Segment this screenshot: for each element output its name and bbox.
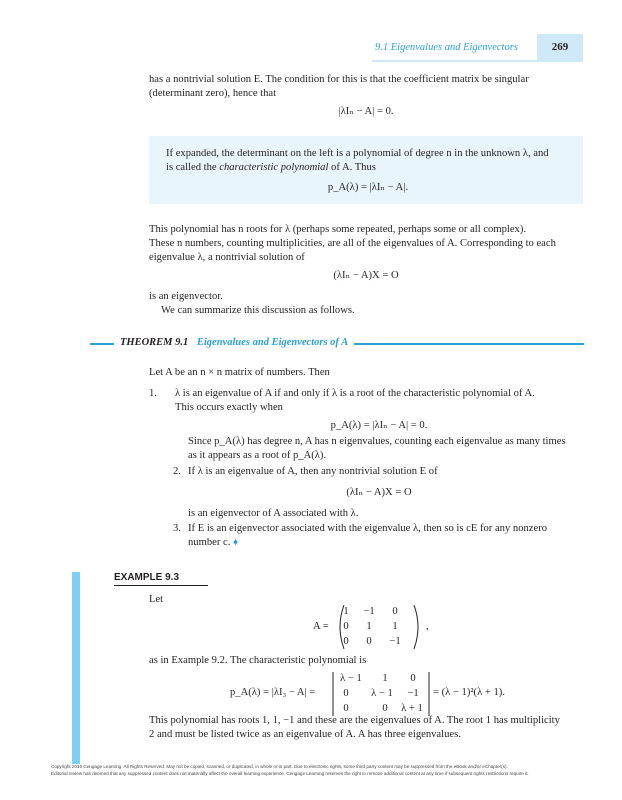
item-3-line-2-text: number c. (188, 537, 231, 548)
example-let: Let (149, 594, 164, 605)
theorem-title: Eigenvalues and Eigenvectors of A (196, 337, 349, 348)
item-3-line-1: If E is an eigenvector associated with the eigenvalue λ, then so is cE for any nonzero (188, 523, 548, 534)
det-cell: 1 (382, 673, 388, 684)
characteristic-polynomial-term: characteristic polynomial (219, 162, 329, 173)
example-side-bar (72, 572, 80, 764)
matrix-a-comma: , (426, 621, 429, 632)
theorem-item-2-number: 2. (173, 466, 181, 477)
item-2-line-1: If λ is an eigenvalue of A, then any nontrivial solution E of (188, 466, 438, 477)
theorem-heading (114, 336, 354, 350)
roots-line-1: This polynomial has n roots for λ (perhaps some repeated, perhaps some or all complex). (149, 224, 526, 235)
running-header-title: 9.1 Eigenvalues and Eigenvectors (375, 42, 518, 53)
item-1-line-3: Since p_A(λ) has degree n, A has n eigenvalues, counting each eigenvalue as many times (188, 436, 566, 447)
intro-line-2: (determinant zero), hence that (149, 88, 277, 99)
theorem-label: THEOREM 9.1 (120, 337, 189, 348)
intro-line-1: has a nontrivial solution E. The condition for this is that the coefficient matrix be singular (149, 74, 529, 85)
definition-line-2 (166, 161, 570, 175)
definition-line-1: If expanded, the determinant on the left is a polynomial of degree n in the unknown λ, and (166, 148, 549, 159)
conclusion-line-1: This polynomial has roots 1, 1, −1 and these are the eigenvalues of A. The root 1 has multiplicity (149, 715, 560, 726)
example-rule (114, 585, 208, 586)
matrix-a-cell: −1 (389, 636, 401, 647)
poly-lhs: p_A(λ) = |λI₃ − A| = (230, 687, 316, 698)
det-cell: −1 (407, 688, 419, 699)
det-cell: λ − 1 (340, 673, 362, 684)
example-conclusion (149, 714, 583, 742)
det-cell: 0 (410, 673, 416, 684)
end-of-theorem-icon: ♦ (233, 537, 239, 548)
intro-paragraph (149, 73, 583, 101)
theorem-item-1-cont (188, 435, 583, 463)
determinant-equation: |λIₙ − A| = 0. (338, 106, 394, 117)
item-1-line-4: as it appears as a root of p_A(λ). (188, 450, 327, 461)
example-label: EXAMPLE 9.3 (114, 572, 180, 583)
copyright-footer (51, 763, 591, 777)
roots-paragraph (149, 223, 583, 265)
theorem-lead: Let A be an n × n matrix of numbers. Then (149, 367, 330, 378)
matrix-a-cell: 0 (343, 636, 349, 647)
item-1-line-2: This occurs exactly when (175, 402, 283, 413)
item-2-line-2: is an eigenvector of A associated with λ. (188, 508, 359, 519)
theorem-item-1-number: 1. (149, 388, 157, 399)
summary-line-1: is an eigenvector. (149, 291, 223, 302)
roots-line-2: These n numbers, counting multiplicities, are all of the eigenvalues of A. Corresponding to each (149, 238, 556, 249)
det-cell: λ + 1 (401, 703, 423, 714)
item-1-line-1: λ is an eigenvalue of A if and only if λ is a root of the characteristic polynomial of A. (175, 388, 535, 399)
matrix-a-cell: 0 (366, 636, 372, 647)
item-3-line-2 (188, 536, 583, 550)
det-cell: 0 (343, 703, 349, 714)
theorem-item-3-text (188, 522, 583, 550)
definition-line-2-end: of A. Thus (328, 162, 376, 173)
matrix-a-lhs: A = (313, 621, 329, 632)
det-cell: 0 (343, 688, 349, 699)
poly-rhs: = (λ − 1)²(λ + 1). (433, 687, 505, 698)
matrix-a-cell: −1 (363, 606, 375, 617)
page-number: 269 (537, 34, 583, 60)
matrix-a-cell: 1 (366, 621, 372, 632)
roots-line-3: eigenvalue λ, a nontrivial solution of (149, 252, 305, 263)
det-cell: λ − 1 (371, 688, 393, 699)
definition-text (166, 147, 570, 175)
matrix-a-cell: 1 (343, 606, 349, 617)
example-line-after: as in Example 9.2. The characteristic polynomial is (149, 655, 367, 666)
matrix-a-cell: 1 (392, 621, 398, 632)
footer-line-2: Editorial review has deemed that any suppressed content does not materially affect the overall learning experience. Cengage Learning reserves the right to remove additional content at any time if subsequent rights restrictions require it. (51, 771, 529, 776)
summary-line-2: We can summarize this discussion as follows. (161, 305, 355, 316)
theorem-item-3-number: 3. (173, 523, 181, 534)
determinant-matrix (330, 672, 430, 718)
matrix-a-cell: 0 (392, 606, 398, 617)
footer-line-1: Copyright 2010 Cengage Learning. All Rights Reserved. May not be copied, scanned, or duplicated, in whole or in part. Due to electronic rights, some third party content may be suppressed from the eBook and/or eChapter(s). (51, 764, 508, 769)
eigenvector-equation: (λIₙ − A)X = O (333, 270, 399, 281)
characteristic-polynomial-equation: p_A(λ) = |λIₙ − A|. (327, 182, 409, 193)
det-cell: 0 (382, 703, 388, 714)
matrix-a (334, 604, 424, 650)
matrix-a-cell: 0 (343, 621, 349, 632)
conclusion-line-2: 2 and must be listed twice as an eigenvalue of A. A has three eigenvalues. (149, 729, 461, 740)
definition-line-2-start: is called the (166, 162, 220, 173)
item-1-equation: p_A(λ) = |λIₙ − A| = 0. (330, 420, 428, 431)
theorem-item-1-text (175, 387, 583, 415)
summary-paragraph (149, 290, 583, 318)
item-2-equation: (λIₙ − A)X = O (346, 487, 412, 498)
header-rule (372, 60, 583, 62)
